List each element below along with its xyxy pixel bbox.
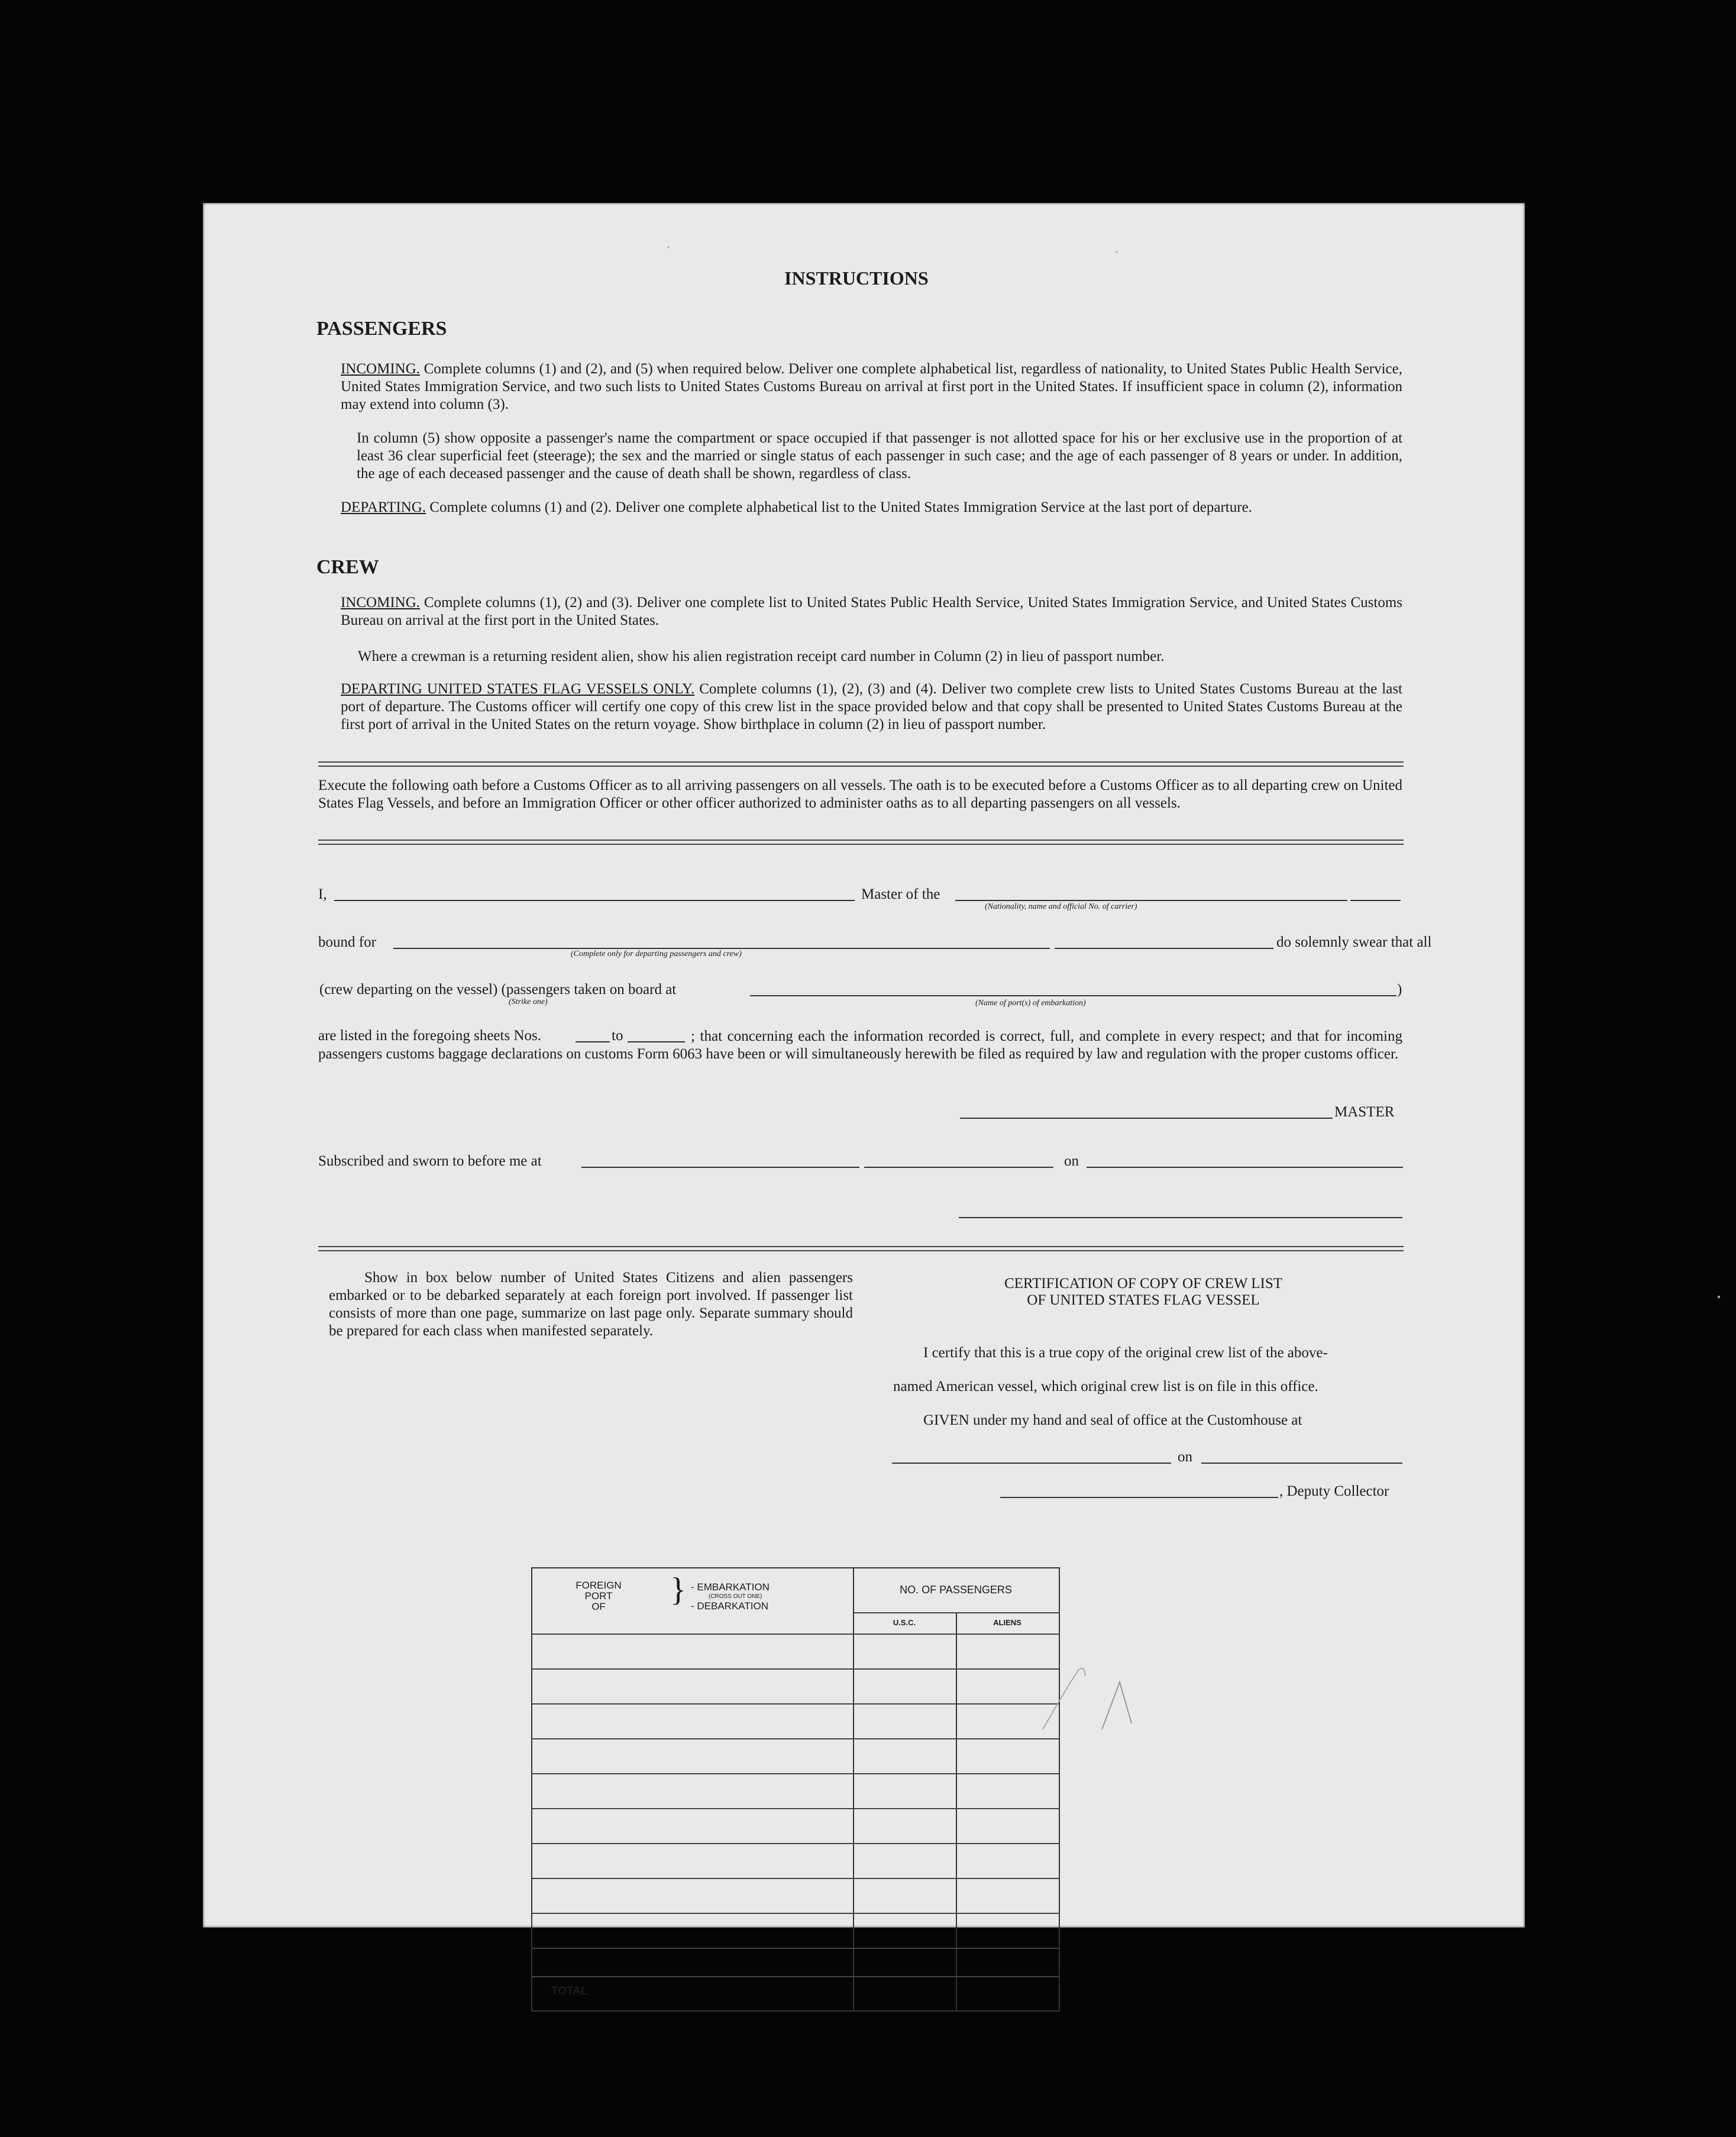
master-label: MASTER [1334, 1104, 1395, 1120]
to-label: to [612, 1028, 623, 1044]
table-row-rule [532, 1843, 1059, 1844]
page-title: INSTRUCTIONS [784, 267, 929, 289]
certification-title [883, 1276, 1404, 1309]
table-header-rule [853, 1612, 1059, 1613]
master-name-field[interactable] [334, 900, 855, 901]
master-of-label: Master of the [861, 886, 940, 902]
certification-title-line1: CERTIFICATION OF COPY OF CREW LIST [1004, 1276, 1283, 1292]
certification-title-line2: OF UNITED STATES FLAG VESSEL [1027, 1292, 1260, 1308]
crew-incoming-paragraph [341, 594, 1402, 630]
passengers-incoming-paragraph [341, 360, 1402, 414]
sworn-on-label: on [1064, 1153, 1079, 1169]
certification-line3: GIVEN under my hand and seal of office at the Customhouse at [923, 1412, 1302, 1428]
bound-for-label: bound for [318, 934, 376, 950]
passengers-column5-paragraph: In column (5) show opposite a passenger's name the compartment or space occupied if that passenger is not allotted space for his or her exclusive use in the proportion of at least 36 clear superficial feet (steerage); the sex and the married or single status of each passenger in such case; and the age of each passenger of 8 years or under. In addition, the age of each deceased passenger and the cause of death shall be shown, regardless of class. [357, 430, 1402, 482]
bound-for-field[interactable] [393, 948, 1050, 949]
oath-i-label: I, [318, 886, 327, 902]
deputy-signature-field[interactable] [1000, 1497, 1278, 1498]
table-row-rule [532, 1738, 1059, 1739]
form-sheet [203, 203, 1525, 1997]
crew-heading: CREW [316, 556, 379, 578]
header-cross-out: (CROSS OUT ONE) [709, 1593, 762, 1600]
officer-signature-field[interactable] [959, 1217, 1402, 1218]
crew-incoming-label: INCOMING. [341, 595, 421, 611]
header-brace: } [670, 1571, 686, 1608]
scan-speck [1718, 1296, 1720, 1298]
header-embarkation: - EMBARKATION [691, 1581, 770, 1593]
table-row-rule [532, 1913, 1059, 1914]
table-divider [956, 1612, 957, 2010]
carrier-field[interactable] [955, 900, 1347, 901]
table-row-rule [532, 1773, 1059, 1774]
summary-instructions: Show in box below number of United States Citizens and alien passengers embarked or to be debarked separately at each foreign port involved. If passenger list consists of more than one page, summarize on last page only. Separate summary should be prepared for each class when manifested separately. [329, 1270, 853, 1339]
section-divider [318, 1246, 1404, 1251]
carrier-field-extension[interactable] [1350, 900, 1401, 901]
passengers-incoming-text: Complete columns (1) and (2), and (5) when required below. Deliver one complete alphabetical list, regardless of nationality, to United States Public Health Service, United States Immigration Service, and two such lists to United States Customs Bureau on arrival at first port in the United States. If insufficient space in column (2), information may extend into column (3). [341, 361, 1402, 412]
crew-departing-label: (crew departing on the vessel) (passengers taken on board at [319, 982, 677, 998]
certification-on-label: on [1178, 1449, 1192, 1465]
table-row-rule [532, 1976, 1059, 1977]
passengers-departing-paragraph [341, 499, 1402, 517]
swear-label: do solemnly swear that all [1276, 934, 1432, 950]
certification-date-field[interactable] [1201, 1463, 1402, 1464]
header-foreign: FOREIGN [576, 1580, 622, 1591]
passengers-departing-text: Complete columns (1) and (2). Deliver one complete alphabetical list to the United States Immigration Service at the last port of departure. [426, 499, 1252, 515]
header-port: PORT [584, 1590, 613, 1602]
subscribed-label: Subscribed and sworn to before me at [318, 1153, 542, 1169]
strike-one-note: (Strike one) [509, 998, 548, 1006]
pencil-mark [1031, 1635, 1149, 1753]
bound-for-field-extension[interactable] [1055, 948, 1273, 949]
total-label: TOTAL [551, 1985, 588, 1997]
header-no-passengers: NO. OF PASSENGERS [900, 1584, 1012, 1596]
header-aliens: ALIENS [993, 1618, 1021, 1627]
deputy-collector-label: , Deputy Collector [1279, 1483, 1389, 1499]
crew-departing-label: DEPARTING UNITED STATES FLAG VESSELS ONLY. [341, 681, 695, 697]
complete-only-note: (Complete only for departing passengers and crew) [571, 950, 742, 958]
crew-departing-text: Complete columns (1), (2), (3) and (4). Deliver two complete crew lists to United States Customs Bureau at the last port of departure. The Customs officer will certify one copy of this crew list in the space provided below and that copy shall be presented to United States Customs Bureau at the first port of arrival in the United States on the return voyage. Show birthplace in column (2) in lieu of passport number. [341, 681, 1402, 732]
crew-alien-paragraph: Where a crewman is a returning resident alien, show his alien registration receipt card number in Column (2) in lieu of passport number. [358, 648, 1165, 664]
sworn-location-field-extension[interactable] [864, 1167, 1053, 1168]
oath-statement: ; that concerning each the information recorded is correct, full, and complete in every respect; and that for incoming passengers customs baggage declarations on customs Form 6063 have been or will simultaneously herewith be filed as required by law and regulation with the proper customs officer. [318, 1028, 1402, 1062]
sworn-location-field[interactable] [581, 1167, 859, 1168]
oath-intro: Execute the following oath before a Customs Officer as to all arriving passengers on all vessels. The oath is to be executed before a Customs Officer as to all departing crew on United States Flag Vessels, and before an Immigration Officer or other officer authorized to administer oaths as to all departing passengers on all vessels. [318, 777, 1402, 811]
table-row-rule [532, 1878, 1059, 1879]
embarkation-port-field[interactable] [750, 995, 1396, 996]
crew-incoming-text: Complete columns (1), (2) and (3). Deliver one complete list to United States Public Health Service, United States Immigration Service, and United States Customs Bureau on arrival at the first port in the United States. [341, 595, 1402, 628]
table-row-rule [532, 1808, 1059, 1809]
header-of: OF [591, 1601, 606, 1612]
foreign-port-of-header [569, 1580, 628, 1612]
master-signature-field[interactable] [960, 1118, 1333, 1119]
section-divider [318, 840, 1404, 845]
certification-line1: I certify that this is a true copy of the original crew list of the above- [923, 1345, 1328, 1361]
port-name-note: (Name of port(s) of embarkation) [975, 999, 1086, 1008]
customhouse-field[interactable] [892, 1463, 1171, 1464]
header-debarkation: - DEBARKATION [691, 1600, 768, 1612]
sworn-date-field[interactable] [1087, 1167, 1403, 1168]
passengers-departing-label: DEPARTING. [341, 499, 426, 515]
nationality-note: (Nationality, name and official No. of carrier) [985, 902, 1137, 911]
certification-line2: named American vessel, which original crew list is on file in this office. [893, 1379, 1318, 1394]
passenger-summary-table [531, 1567, 1060, 2012]
table-row-rule [532, 1948, 1059, 1949]
crew-departing-paragraph [341, 680, 1402, 734]
passengers-heading: PASSENGERS [316, 318, 447, 340]
table-header-rule [532, 1634, 1059, 1635]
scan-speck [1116, 251, 1118, 253]
close-paren: ) [1397, 982, 1402, 998]
table-row-rule [532, 1703, 1059, 1705]
table-row-rule [532, 1668, 1059, 1670]
section-divider [318, 761, 1404, 767]
scan-speck [667, 246, 670, 248]
passengers-incoming-label: INCOMING. [341, 361, 421, 377]
header-usc: U.S.C. [893, 1618, 916, 1627]
listed-sheets-label: are listed in the foregoing sheets Nos. [318, 1028, 541, 1044]
table-divider [853, 1568, 854, 2010]
